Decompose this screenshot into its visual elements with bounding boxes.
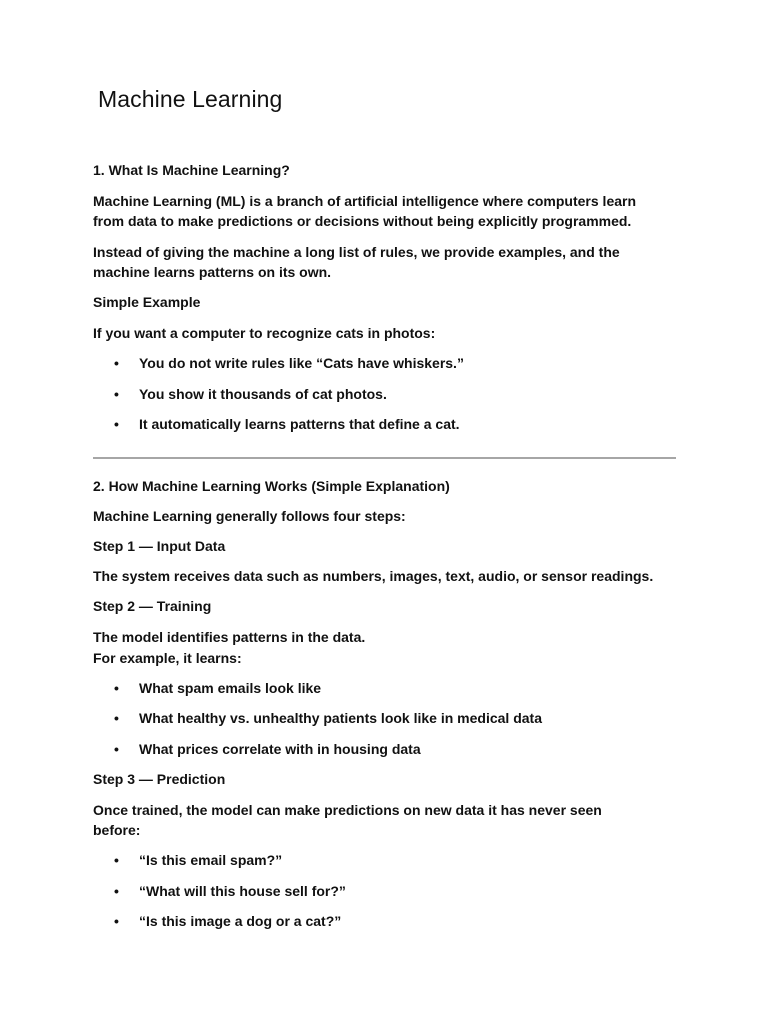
example-heading: Simple Example [93, 294, 201, 310]
horizontal-divider [93, 457, 676, 459]
section1-para1-line2: from data to make predictions or decisions without being explicitly programmed. [93, 213, 632, 229]
step3-heading: Step 3 — Prediction [93, 771, 226, 787]
list-item: What spam emails look like [139, 680, 322, 696]
bullet-marker: • [114, 680, 119, 696]
list-item: You show it thousands of cat photos. [139, 386, 387, 402]
step1-heading: Step 1 — Input Data [93, 538, 226, 554]
bullet-marker: • [114, 710, 119, 726]
list-item: You do not write rules like “Cats have whiskers.” [139, 355, 464, 371]
section2-heading: 2. How Machine Learning Works (Simple Explanation) [93, 478, 450, 494]
bullet-marker: • [114, 852, 119, 868]
list-item: It automatically learns patterns that define a cat. [139, 416, 460, 432]
section2-intro: Machine Learning generally follows four steps: [93, 508, 406, 524]
bullet-marker: • [114, 913, 119, 929]
bullet-marker: • [114, 741, 119, 757]
bullet-marker: • [114, 355, 119, 371]
list-item: “Is this image a dog or a cat?” [139, 913, 342, 929]
bullet-marker: • [114, 416, 119, 432]
section1-heading: 1. What Is Machine Learning? [93, 162, 290, 178]
bullet-marker: • [114, 386, 119, 402]
section1-para1-line1: Machine Learning (ML) is a branch of artificial intelligence where computers learn [93, 193, 637, 209]
step2-heading: Step 2 — Training [93, 598, 212, 614]
step2-line2: For example, it learns: [93, 650, 242, 666]
step3-line2: before: [93, 822, 141, 838]
step1-text: The system receives data such as numbers, images, text, audio, or sensor readings. [93, 568, 654, 584]
example-intro: If you want a computer to recognize cats in photos: [93, 325, 436, 341]
section1-para2-line2: machine learns patterns on its own. [93, 264, 332, 280]
list-item: What prices correlate with in housing data [139, 741, 421, 757]
list-item: “Is this email spam?” [139, 852, 283, 868]
page-title: Machine Learning [98, 86, 283, 112]
step2-line1: The model identifies patterns in the data. [93, 629, 366, 645]
section1-para2-line1: Instead of giving the machine a long list of rules, we provide examples, and the [93, 244, 620, 260]
list-item: “What will this house sell for?” [139, 883, 346, 899]
bullet-marker: • [114, 883, 119, 899]
step3-line1: Once trained, the model can make predictions on new data it has never seen [93, 802, 602, 818]
list-item: What healthy vs. unhealthy patients look like in medical data [139, 710, 542, 726]
